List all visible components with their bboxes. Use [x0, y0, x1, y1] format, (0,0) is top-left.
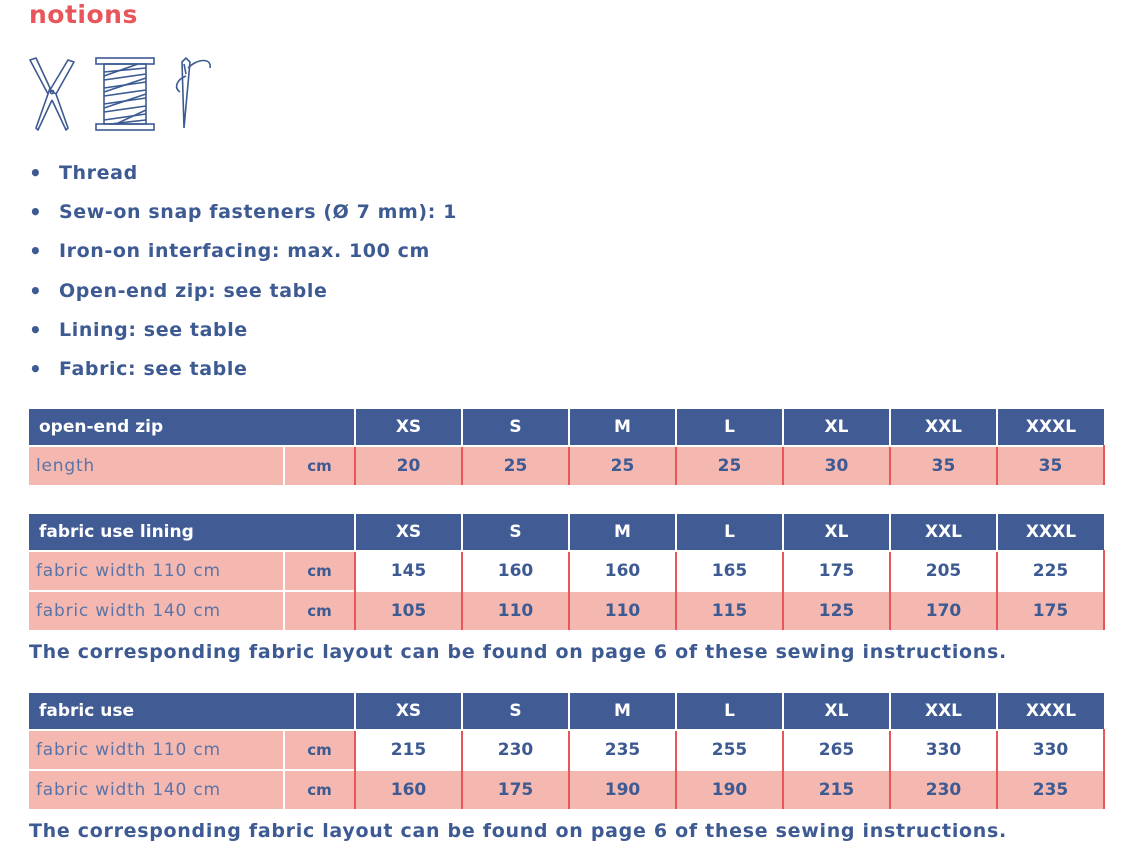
section-title: notions	[29, 0, 138, 29]
bullet: •	[29, 200, 43, 225]
table-cell: 230	[462, 730, 569, 770]
table-cell: 175	[783, 551, 890, 591]
size-header: XXXL	[997, 409, 1104, 446]
size-header: XXL	[890, 693, 997, 730]
notion-item	[29, 272, 457, 311]
table-cell: 165	[676, 551, 783, 591]
notion-item	[29, 311, 457, 350]
table-row	[29, 591, 1104, 630]
table-cell: 30	[783, 446, 890, 485]
size-header: S	[462, 693, 569, 730]
table-cell: 265	[783, 730, 890, 770]
size-header: S	[462, 409, 569, 446]
table-cell: 25	[676, 446, 783, 485]
table-cell: 175	[462, 770, 569, 809]
fabric-layout-note: The corresponding fabric layout can be found on page 6 of these sewing instructions.	[29, 820, 1007, 842]
row-unit: cm	[284, 730, 355, 770]
table-title: fabric use lining	[29, 514, 355, 551]
size-header: XL	[783, 693, 890, 730]
notions-icons	[26, 54, 216, 134]
size-header: XS	[355, 514, 462, 551]
table-cell: 35	[890, 446, 997, 485]
size-header: M	[569, 693, 676, 730]
bullet: •	[29, 317, 43, 342]
table-cell: 35	[997, 446, 1104, 485]
row-unit: cm	[284, 591, 355, 630]
size-header: XXL	[890, 514, 997, 551]
fabric-table	[29, 693, 1105, 809]
table-cell: 235	[997, 770, 1104, 809]
size-header: M	[569, 409, 676, 446]
size-header: XL	[783, 514, 890, 551]
notions-list	[29, 154, 457, 389]
row-unit: cm	[284, 551, 355, 591]
table-cell: 190	[676, 770, 783, 809]
table-cell: 255	[676, 730, 783, 770]
table-cell: 215	[783, 770, 890, 809]
row-label: fabric width 140 cm	[29, 770, 284, 809]
size-header: XXL	[890, 409, 997, 446]
size-header: L	[676, 514, 783, 551]
lining-layout-note: The corresponding fabric layout can be found on page 6 of these sewing instructions.	[29, 641, 1007, 663]
table-cell: 25	[462, 446, 569, 485]
notion-item	[29, 350, 457, 389]
scissors-icon	[30, 58, 74, 130]
notion-text: Fabric: see table	[59, 357, 248, 380]
size-header: XL	[783, 409, 890, 446]
table-cell: 20	[355, 446, 462, 485]
table-cell: 330	[997, 730, 1104, 770]
size-header: M	[569, 514, 676, 551]
table-cell: 110	[569, 591, 676, 630]
table-row	[29, 446, 1104, 485]
table-cell: 160	[355, 770, 462, 809]
thread-spool-icon	[96, 58, 154, 130]
bullet: •	[29, 356, 43, 381]
lining-table	[29, 514, 1105, 630]
table-cell: 25	[569, 446, 676, 485]
row-label: fabric width 110 cm	[29, 730, 284, 770]
table-cell: 230	[890, 770, 997, 809]
row-label: fabric width 140 cm	[29, 591, 284, 630]
table-cell: 160	[569, 551, 676, 591]
notion-item	[29, 232, 457, 271]
notion-item	[29, 154, 457, 193]
size-header: XXXL	[997, 514, 1104, 551]
table-cell: 205	[890, 551, 997, 591]
bullet: •	[29, 278, 43, 303]
table-cell: 235	[569, 730, 676, 770]
table-cell: 110	[462, 591, 569, 630]
row-label: length	[29, 446, 284, 485]
size-header: XS	[355, 693, 462, 730]
notion-text: Open-end zip: see table	[59, 279, 328, 302]
table-cell: 145	[355, 551, 462, 591]
table-cell: 190	[569, 770, 676, 809]
table-cell: 125	[783, 591, 890, 630]
row-unit: cm	[284, 446, 355, 485]
row-label: fabric width 110 cm	[29, 551, 284, 591]
notion-text: Lining: see table	[59, 318, 248, 341]
size-header: XXXL	[997, 693, 1104, 730]
row-unit: cm	[284, 770, 355, 809]
table-row	[29, 770, 1104, 809]
bullet: •	[29, 239, 43, 264]
notion-item	[29, 193, 457, 232]
zip-table	[29, 409, 1105, 485]
table-cell: 215	[355, 730, 462, 770]
table-cell: 160	[462, 551, 569, 591]
size-header: L	[676, 693, 783, 730]
table-row	[29, 551, 1104, 591]
size-header: XS	[355, 409, 462, 446]
needle-icon	[177, 58, 211, 128]
table-cell: 330	[890, 730, 997, 770]
table-header-row	[29, 514, 1104, 551]
notion-text: Iron-on interfacing: max. 100 cm	[59, 240, 430, 263]
table-cell: 175	[997, 591, 1104, 630]
table-cell: 105	[355, 591, 462, 630]
table-cell: 115	[676, 591, 783, 630]
table-header-row	[29, 693, 1104, 730]
size-header: S	[462, 514, 569, 551]
notion-text: Sew-on snap fasteners (Ø 7 mm): 1	[59, 201, 457, 224]
table-title: open-end zip	[29, 409, 355, 446]
size-header: L	[676, 409, 783, 446]
table-cell: 170	[890, 591, 997, 630]
table-title: fabric use	[29, 693, 355, 730]
table-header-row	[29, 409, 1104, 446]
notion-text: Thread	[59, 162, 138, 184]
table-cell: 225	[997, 551, 1104, 591]
table-row	[29, 730, 1104, 770]
bullet: •	[29, 161, 43, 185]
